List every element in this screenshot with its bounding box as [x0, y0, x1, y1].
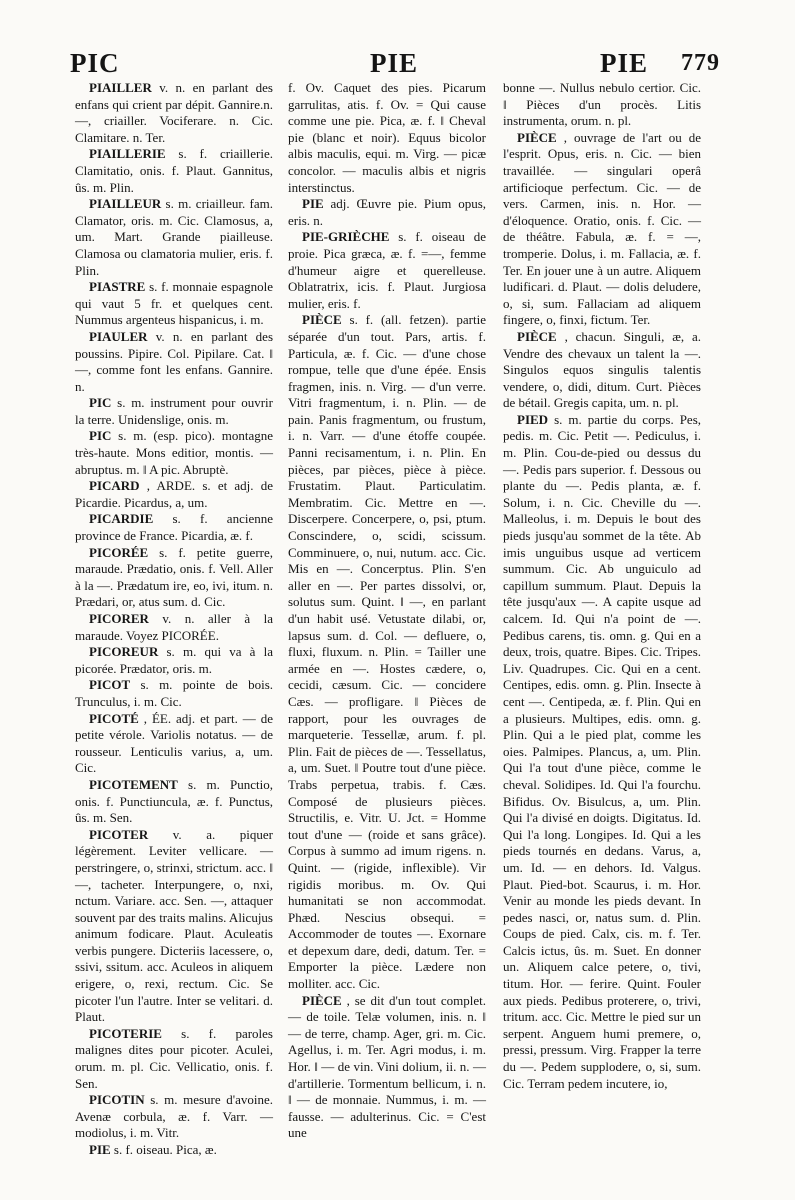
entry-headword: PIAILLEUR: [89, 196, 162, 212]
entry-definition: s. m. (esp. pico). montagne très-haute. Mons editior, montis. — abruptus. m. ‖ A pic. Abruptè.: [75, 428, 273, 477]
dictionary-entry: [75, 279, 273, 329]
column-right: [503, 80, 701, 1092]
entry-definition: s. m. mesure d'avoine. Avenæ corbula, æ. f. Varr. — modiolus, i. m. Vitr.: [75, 1092, 273, 1141]
dictionary-entry: [75, 545, 273, 611]
entry-headword: PIAULER: [89, 328, 148, 344]
dictionary-entry: [503, 412, 701, 1092]
entry-headword: PICOREUR: [89, 644, 159, 660]
entry-definition: s. m. instrument pour ouvrir la terre. Unidenslige, onis. m.: [75, 395, 273, 427]
entry-definition: v. n. en parlant des poussins. Pipire. Col. Pipilare. Cat. ‖ —, comme font les enfans. Gannire. n.: [75, 328, 273, 394]
entry-definition: f. Ov. Caquet des pies. Picarum garrulitas, atis. f. Ov. = Qui cause comme une pie. Pica, æ. f. ‖ Cheval pie (blanc et noir). Equus bicolor albis maculis, equi. m. Virg. — picæ concolor. — maculis albis et nigris interstinctus.: [288, 80, 486, 195]
dictionary-entry: [75, 711, 273, 777]
dictionary-entry: [75, 677, 273, 710]
entry-definition: , chacun. Singuli, æ, a. Vendre des chevaux un talent la —. Singulos equos singulis talentis vendere, o, didi, ditum. Curt. Pièces de bétail. Gregis capita, um. n. pl.: [503, 328, 701, 411]
entry-definition: bonne —. Nullus nebulo certior. Cic. ‖ Pièces d'un procès. Litis instrumenta, orum. n. pl.: [503, 80, 701, 129]
dictionary-entry: [75, 478, 273, 511]
dictionary-entry: [75, 428, 273, 478]
dictionary-entry: [75, 1026, 273, 1092]
entry-headword: PICOTER: [89, 826, 149, 842]
entry-definition: s. m. qui va à la picorée. Prædator, oris. m.: [75, 644, 273, 676]
dictionary-entry: [75, 1092, 273, 1142]
dictionary-entry: [75, 611, 273, 644]
entry-definition: s. m. partie du corps. Pes, pedis. m. Cic. Petit —. Pediculus, i. m. Plin. Cou-de-pied ou dessus du —. Pedis pars superior. f. Dessous ou plante du —. Pedis planta, æ. f. Solum, i. n. Cic. Cheville du —. Malleolus, i. m. Depuis le bout des pieds jusqu'au sommet de la tête. Ab imis unguibus usque ad verticem summum. Cic. Ab unguiculo ad capillum summum. Plaut. Depuis la tête jusqu'aux —. A capite usque ad calcem. Id. Qui n'a point de —. Pedibus carens, tis. omn. g. Qui en a deux, trois, quatre. Bipes. Cic. Tripes. Liv. Quadrupes. Cic. Qui en a cent. Centipes, edis. omn. g. Plin. Insecte à cent —. Centipeda, æ. f. Plin. Qui en a plusieurs. Multipes, edis. omn. g. Plin. Qui a le pied plat, comme les oies. Palmipes. Plancus, a, um. Plin. Qui l'a tout d'une pièce, comme le cheval. Solidipes. Id. Qui l'a fourchu. Bifidus. Ov. Bisulcus, a, um. Plin. Qui l'a divisé en doigts. Digitatus. Id. Qui l'a long. Longipes. Id. Qui a les pieds tournés en dedans. Varus, a, um. Id. — en dehors. Id. Valgus. Plaut. Pied-bot. Scaurus, i. m. Hor. Venir au monde les pieds devant. In pedes nasci, or, natus sum. d. Plin. Coups de pied. Calx, cis. m. f. Ter. Calcis ictus, ûs. m. Suet. En donner un. Aliquem calce petere, o, tivi, titum. Hor. — ferire. Quint. Fouler aux pieds. Pedibus proterere, o, trivi, tritum. acc. Cic. Mettre le pied sur un serpent. Anguem humi premere, o, pressi, pressum. Virg. Frapper la terre du —. Pedem supplodere, o, si, sum. Cic. Terram pedem incutere, io,: [503, 411, 702, 1091]
entry-headword: PIAILLER: [89, 80, 152, 95]
entry-headword: PIED: [517, 411, 549, 427]
entry-definition: s. m. Punctio, onis. f. Punctiuncula, æ. f. Punctus, ûs. m. Sen.: [75, 776, 273, 826]
entry-definition: v. n. en parlant des enfans qui crient par dépit. Gannire.n.—, criailler. Vociferare. n. Cic. Clamitare. n. Ter.: [75, 80, 273, 145]
entry-definition: s. f. oiseau. Pica, æ.: [113, 1142, 217, 1157]
dictionary-entry: [75, 395, 273, 428]
dictionary-entry: [75, 777, 273, 827]
dictionary-entry: [75, 1142, 273, 1159]
entry-headword: PIE: [302, 196, 324, 212]
dictionary-entry: [288, 993, 486, 1142]
entry-definition: v. a. piquer légèrement. Leviter vellicare. — perstringere, o, strinxi, strictum. acc. ‖ —, tacheter. Interpungere, o, nxi, nctum. Variare. acc. Sen. —, attaquer souvent par des traits malins. Alicujus animum fodicare. Plaut. Aculeatis verbis pungere. Dicteriis lacessere, o, ssivi, ssitum. acc. Aculeos in aliquem erigere, o, rexi, rectum. Cic. Se picoter l'un l'autre. Inter se velitari. d. Plaut.: [75, 826, 274, 1025]
entry-definition: s. f. paroles malignes dites pour picoter. Aculei, orum. m. pl. Cic. Vellicatio, onis. f. Sen.: [75, 1025, 273, 1091]
entry-headword: PIÈCE: [302, 992, 342, 1008]
entry-definition: adj. Œuvre pie. Pium opus, eris. n.: [288, 196, 486, 228]
entry-definition: s. f. petite guerre, maraude. Prædatio, onis. f. Vell. Aller à la —. Prædatum ire, eo, ivi, itum. n. Prædari, or, atus sum. d. Cic.: [75, 544, 273, 610]
entry-headword: PIÈCE: [302, 312, 342, 328]
dictionary-entry: [288, 80, 486, 196]
entry-headword: PIAILLERIE: [89, 146, 166, 162]
entry-headword: PIASTRE: [89, 279, 146, 295]
entry-headword: PICOTERIE: [89, 1025, 162, 1041]
dictionary-entry: [75, 146, 273, 196]
entry-headword: PICOT: [89, 677, 131, 693]
entry-headword: PIE: [89, 1142, 111, 1157]
dictionary-entry: [288, 196, 486, 229]
header-right-guideword: PIE: [600, 48, 649, 78]
page-number: 779: [681, 50, 720, 76]
entry-definition: s. m. criailleur. fam. Clamator, oris. m. Cic. Clamosus, a, um. Mart. Grande piailleuse. Clamosa ou clamatoria mulier, eris. f. Plin.: [75, 196, 273, 278]
dictionary-entry: [75, 644, 273, 677]
dictionary-entry: [75, 827, 273, 1026]
dictionary-entry: [75, 80, 273, 146]
entry-headword: PICOTEMENT: [89, 776, 178, 792]
dictionary-entry: [503, 329, 701, 412]
dictionary-entry: [75, 511, 273, 544]
dictionary-entry: [503, 80, 701, 130]
header-center-guideword: PIE: [370, 48, 419, 78]
entry-definition: s. f. (all. fetzen). partie séparée d'un tout. Pars, artis. f. Particula, æ. f. Cic. — d'une chose rompue, telle que d'une épée. Ensis fragmen, inis. n. Virg. — d'un verre. Vitri fragmentum, i. n. Plin. — de pain. Panis fragmentum, ou frustum, i. n. Varr. — d'une étoffe coupée. Panni recisamentum, i. n. Plin. En pièces, par pièces, pièce à pièce. Frustatim. Plaut. Particulatim. Membratim. Cic. Mettre en —. Discerpere. Concerpere, o, psi, ptum. Conscindere, o, scidi, scissum. Comminuere, o, nui, nutum. acc. Cic. Mis en —. Concerptus. Plin. S'en aller en —. Per partes dissolvi, or, solutus sum. Quint. ‖ —, en parlant d'un habit usé. Vetustate dilabi, or, lapsus sum. d. Col. — defluere, o, fluxi, fluxum. n. Plin. = Tailler une armée en —. Hostes cædere, o, cecidi, cæsum. Cic. — concidere Cæs. — profligare. ‖ Pièces de rapport, pour les ouvrages de marqueterie. Tessellæ, arum. f. pl. Plin. Fait de pièces de —. Tessellatus, a, um. Suet. ‖ Poutre tout d'une pièce. Trabs perpetua, trabis. f. Cæs. Composé de plusieurs pièces. Structilis, e. Vitr. U. Jct. = Homme tout d'une — (roide et sans grâce). Corpus à summo ad imum rigens. n. Quint. — (rigide, inflexible). Vir rigidis moribus. m. Ov. Qui humanitati se non accommodat. Phæd. Nescius obsequi. = Accommoder de toutes —. Exornare et depexum dare, dedi, datum. Ter. = Emporter la pièce. Lædere non molliter. acc. Cic.: [288, 312, 486, 992]
entry-headword: PICARDIE: [89, 511, 154, 527]
entry-definition: , se dit d'un tout complet. — de toile. Telæ volumen, inis. n. ‖ — de terre, champ. Ager, gri. m. Cic. Agellus, i. m. Ter. Agri modus, i. m. Hor. ‖ — de vin. Vini dolium, ii. n. — d'artillerie. Tormentum bellicum, i. n. ‖ — de monnaie. Nummus, i. m. — fausse. — adulterinus. Cic. = C'est une: [288, 992, 487, 1141]
entry-headword: PICOTIN: [89, 1092, 145, 1108]
entry-definition: s. f. monnaie espagnole qui vaut 5 fr. et quelques cent. Nummus argenteus hispanicus, i. m.: [75, 279, 273, 328]
entry-definition: , ÉE. adj. et part. — de petite vérole. Variolis notatus. — de rousseur. Lenticulis varius, a, um. Cic.: [75, 710, 273, 776]
entry-definition: s. f. oiseau de proie. Pica græca, æ. f. =—, femme d'humeur aigre et querelleuse. Oblatratrix, icis. f. Plaut. Jurgiosa mulier, eris. f.: [288, 229, 487, 311]
entry-headword: PIC: [89, 428, 112, 444]
entry-headword: PIÈCE: [517, 129, 557, 145]
entry-headword: PIE-GRIÈCHE: [302, 229, 390, 245]
dictionary-entry: [288, 312, 486, 992]
entry-headword: PICORER: [89, 611, 149, 626]
entry-definition: s. f. ancienne province de France. Picardia, æ. f.: [75, 511, 273, 544]
running-header: [70, 48, 720, 84]
dictionary-entry: [288, 229, 486, 312]
column-left: [75, 80, 273, 1159]
entry-definition: s. f. criaillerie. Clamitatio, onis. f. Plaut. Gannitus, ûs. m. Plin.: [75, 146, 273, 195]
entry-definition: , ARDE. s. et adj. de Picardie. Picardus, a, um.: [75, 478, 274, 510]
entry-headword: PICARD: [89, 478, 140, 494]
entry-definition: , ouvrage de l'art ou de l'esprit. Opus, eris. n. Cic. — bien travaillée. — singulari operâ artificioque perfectum. Cic. — de vers. Carmen, inis. n. Hor. — d'éloquence. Oratio, onis. f. Cic. — de théâtre. Fabula, æ. f. = —, tromperie. Dolus, i. m. Fallacia, æ. f. Ter. En jouer une à un autre. Aliquem ludificari. d. Plaut. — dolis deludere, o, si, sum. Fallaciam ad aliquem fingere, o, finxi, fictum. Ter.: [503, 129, 702, 328]
entry-headword: PICOTÉ: [89, 710, 139, 726]
dictionary-entry: [503, 130, 701, 329]
dictionary-entry: [75, 196, 273, 279]
column-middle: [288, 80, 486, 1142]
entry-definition: v. n. aller à la maraude. Voyez PICORÉE.: [75, 611, 274, 643]
header-left-guideword: PIC: [70, 48, 120, 78]
entry-headword: PICORÉE: [89, 544, 149, 560]
entry-headword: PIC: [89, 395, 112, 411]
entry-headword: PIÈCE: [517, 328, 557, 344]
entry-definition: s. m. pointe de bois. Trunculus, i. m. Cic.: [75, 677, 273, 709]
dictionary-entry: [75, 329, 273, 395]
